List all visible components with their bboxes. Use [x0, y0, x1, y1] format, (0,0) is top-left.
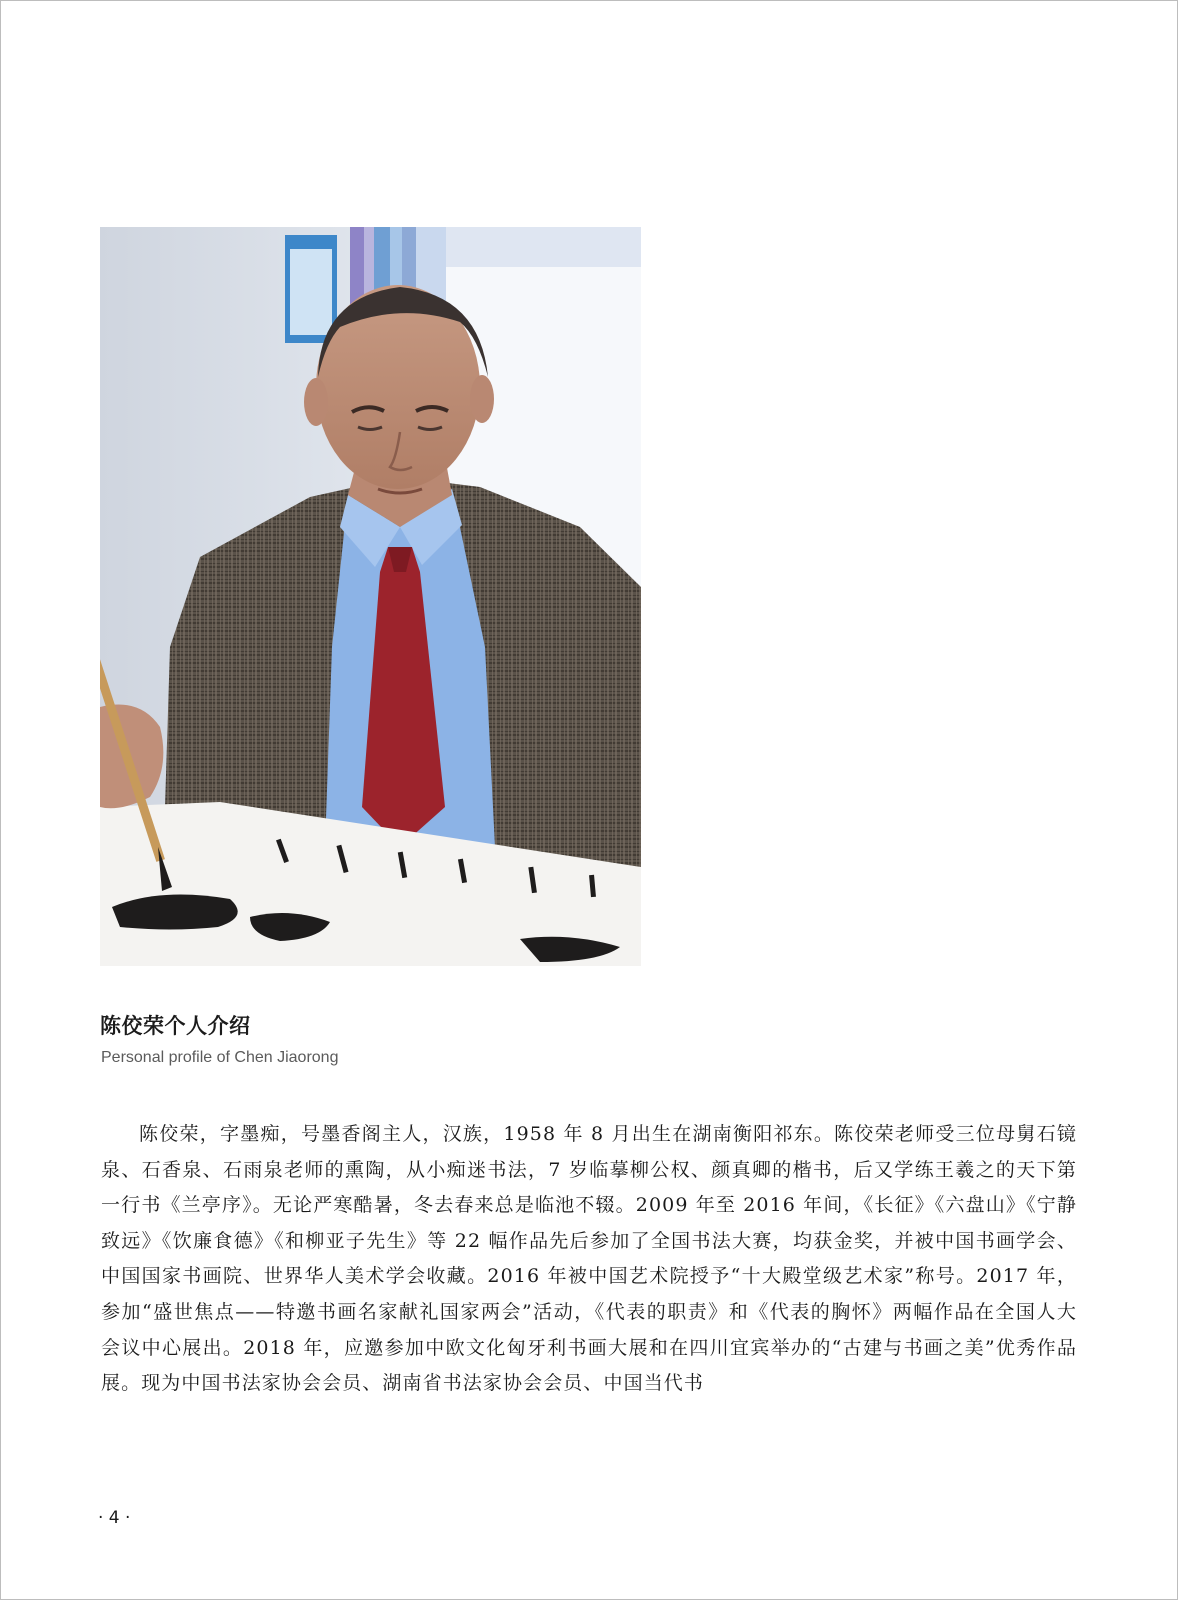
profile-bio: 陈佼荣，字墨痴，号墨香阁主人，汉族，1958 年 8 月出生在湖南衡阳祁东。陈佼荣老师受三位母舅石镜泉、石香泉、石雨泉老师的熏陶，从小痴迷书法，7 岁临摹柳公权、颜真卿的楷书，后又学练王羲之的天下第一行书《兰亭序》。无论严寒酷暑，冬去春来总是临池不辍。2009 年至 2016 年间，《长征》《六盘山》《宁静致远》《饮廉食德》《和柳亚子先生》等 22 幅作品先后参加了全国书法大赛，均获金奖，并被中国书画学会、中国国家书画院、世界华人美术学会收藏。2016 年被中国艺术院授予“十大殿堂级艺术家”称号。2017 年，参加“盛世焦点——特邀书画名家献礼国家两会”活动，《代表的职责》和《代表的胸怀》两幅作品在全国人大会议中心展出。2018 年，应邀参加中欧文化匈牙利书画大展和在四川宜宾举办的“古建与书画之美”优秀作品展。现为中国书法家协会会员、湖南省书法家协会会员、中国当代书: [101, 1123, 1077, 1395]
page-number: · 4 ·: [98, 1508, 131, 1528]
profile-subtitle: Personal profile of Chen Jiaorong: [101, 1049, 339, 1066]
profile-title: 陈佼荣个人介绍: [100, 1014, 251, 1038]
portrait-photo: [100, 227, 641, 966]
